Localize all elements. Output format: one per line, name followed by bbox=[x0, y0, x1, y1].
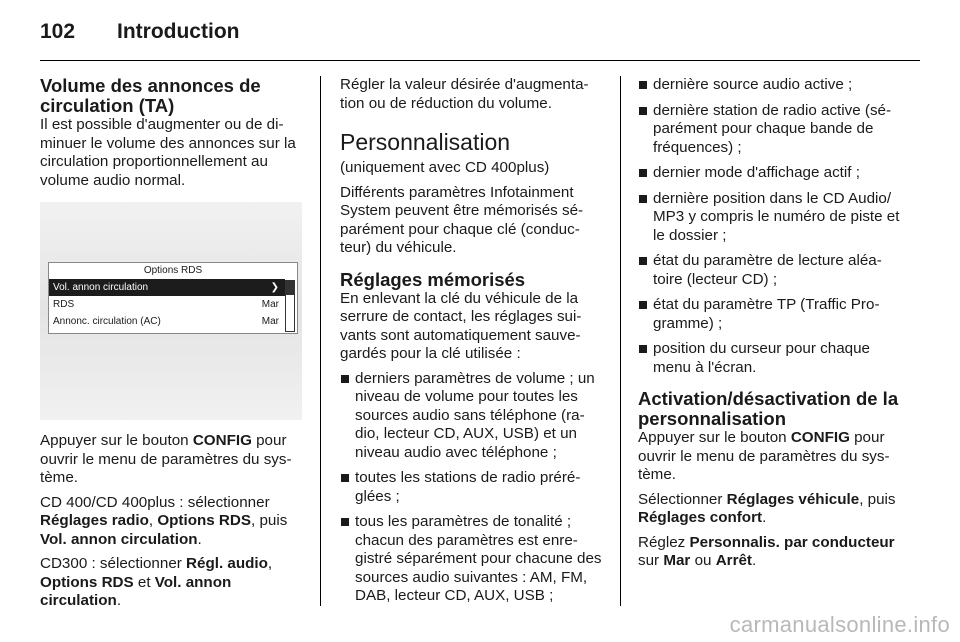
paragraph: Régler la valeur désirée d'augmenta-tion ou de réduction du volume. bbox=[340, 76, 589, 112]
list-item: état du paramètre TP (Traffic Pro-gramme) ; bbox=[638, 296, 908, 333]
list-item: dernier mode d'affichage actif ; bbox=[638, 164, 908, 183]
scrollbar-thumb bbox=[286, 281, 294, 295]
paragraph: Appuyer sur le bouton CONFIG pour ouvrir le menu de paramètres du sys-tème. bbox=[40, 432, 292, 486]
column-divider bbox=[620, 76, 621, 606]
section-title: Introduction bbox=[117, 20, 240, 43]
menu-item-label: RDS bbox=[53, 299, 75, 310]
list-item: position du curseur pour chaque menu à l'écran. bbox=[638, 340, 908, 377]
list-item: dernière source audio active ; bbox=[638, 76, 908, 95]
list-item: dernière position dans le CD Audio/ MP3 y compris le numéro de piste et le dossier ; bbox=[638, 190, 908, 246]
paragraph: CD 400/CD 400plus : sélectionner Réglages radio, Options RDS, puis Vol. annon circulation. bbox=[40, 493, 288, 548]
paragraph: Sélectionner Réglages véhicule, puis Réglages confort. bbox=[638, 490, 896, 526]
column-divider bbox=[320, 76, 321, 606]
menu-item-selected bbox=[49, 279, 285, 296]
heading-personnalisation: Personnalisation bbox=[340, 129, 511, 155]
page-number: 102 bbox=[40, 20, 76, 43]
bullet-list bbox=[340, 370, 606, 606]
paragraph: CD300 : sélectionner Régl. audio, Options RDS et Vol. annon circulation. bbox=[40, 555, 273, 609]
menu-item bbox=[49, 313, 285, 330]
menu-item bbox=[49, 296, 285, 313]
paragraph: En enlevant la clé du véhicule de la serrure de contact, les réglages sui-vants sont automatiquement sauve-gardés pour la clé utilisée : bbox=[340, 289, 582, 362]
menu-item-value: Mar bbox=[261, 316, 279, 327]
page-header bbox=[40, 18, 920, 61]
heading-reglages-memorises: Réglages mémorisés bbox=[340, 268, 526, 290]
list-item: toutes les stations de radio préré-glées ; bbox=[340, 469, 606, 506]
heading-ta-volume: Volume des annonces de circulation (TA) bbox=[40, 75, 261, 116]
list-item: dernière station de radio active (sé-parément pour chaque bande de fréquences) ; bbox=[638, 102, 908, 158]
screen-title: Options RDS bbox=[143, 265, 203, 276]
column-1 bbox=[40, 76, 302, 617]
column-3 bbox=[638, 76, 908, 577]
display-screen bbox=[48, 262, 298, 334]
watermark: carmanualsonline.info bbox=[729, 612, 950, 637]
rds-options-figure bbox=[40, 202, 302, 420]
menu-item-label: Annonc. circulation (AC) bbox=[53, 316, 161, 327]
paragraph: Appuyer sur le bouton CONFIG pour ouvrir le menu de paramètres du sys-tème. bbox=[638, 429, 890, 483]
scrollbar bbox=[285, 280, 295, 332]
menu-item-label: Vol. annon circulation bbox=[53, 282, 149, 293]
paragraph: Réglez Personnalis. par conducteur sur Mar ou Arrêt. bbox=[638, 533, 895, 569]
bullet-list bbox=[638, 76, 908, 377]
paragraph: (uniquement avec CD 400plus) bbox=[340, 159, 550, 176]
heading-activation: Activation/désactivation de la personnalisation bbox=[638, 388, 899, 429]
list-item: tous les paramètres de tonalité ; chacun des paramètres est enre-gistré séparément pour chacune des sources audio suivantes : AM, FM, DAB, lecteur CD, AUX, USB ; bbox=[340, 513, 606, 606]
column-2 bbox=[340, 76, 606, 613]
list-item: derniers paramètres de volume ; un niveau de volume pour toutes les sources audio sans téléphone (ra-dio, lecteur CD, AUX, USB) et un niveau audio avec téléphone ; bbox=[340, 370, 606, 463]
menu-item-value: Mar bbox=[261, 299, 279, 310]
paragraph: Différents paramètres Infotainment System peuvent être mémorisés sé-parément pour chaque clé (conduc-teur) du véhicule. bbox=[340, 183, 584, 256]
paragraph: Il est possible d'augmenter ou de di-minuer le volume des annonces sur la circulation proportionnellement au volume audio normal. bbox=[40, 116, 296, 189]
chevron-right-icon: ❯ bbox=[270, 282, 279, 293]
list-item: état du paramètre de lecture aléa-toire (lecteur CD) ; bbox=[638, 252, 908, 289]
